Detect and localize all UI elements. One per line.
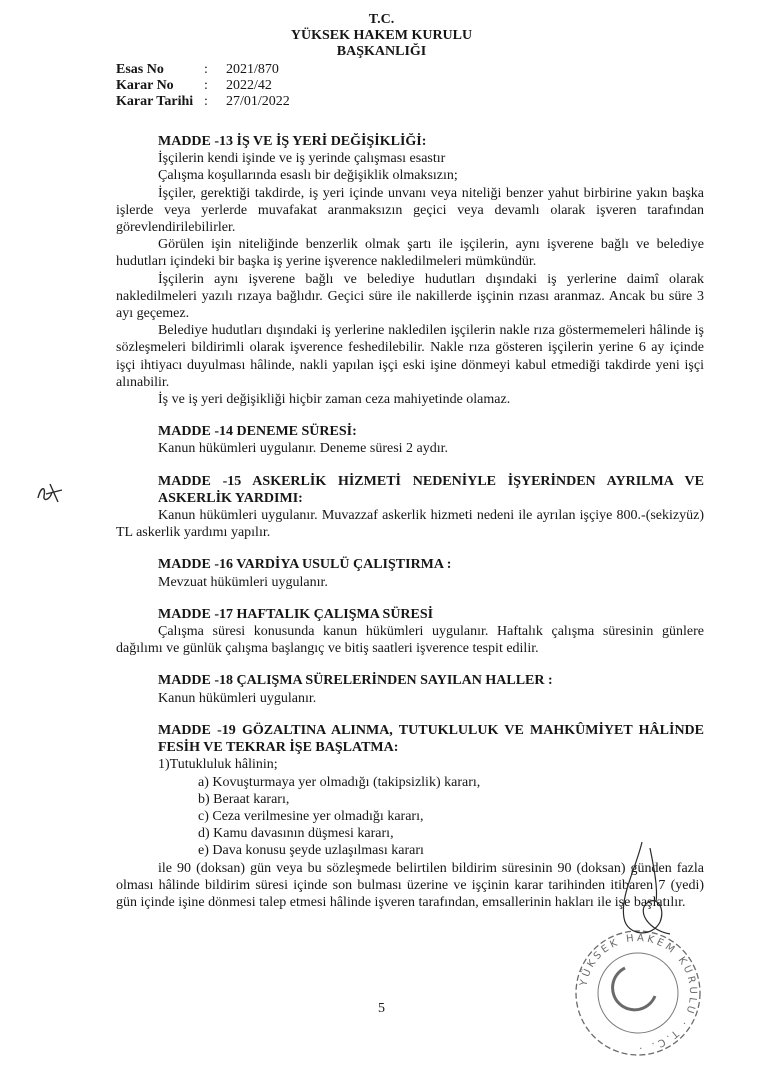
- madde16-title: MADDE -16 VARDİYA USULÜ ÇALIŞTIRMA :: [158, 557, 452, 573]
- madde19-title: MADDE -19 GÖZALTINA ALINMA, TUTUKLULUK VE MAHKÛMİYET HÂLİNDE FESİH VE TEKRAR İŞE BAŞLATMA:: [158, 722, 704, 756]
- tarih-label: Karar Tarihi: [116, 94, 194, 109]
- madde15-p1: Kanun hükümleri uygulanır. Muvazzaf askerlik hizmeti nedeni ile ayrılan işçiye 800.-(sekizyüz) TL askerlik yardımı yapılır.: [116, 508, 704, 541]
- list-item: c) Ceza verilmesine yer olmadığı kararı,: [198, 808, 424, 824]
- madde16-p1: Mevzuat hükümleri uygulanır.: [158, 574, 328, 590]
- esas-label: Esas No: [116, 62, 164, 77]
- madde13-p3: İşçiler, gerektiği takdirde, iş yeri içinde unvanı veya niteliği benzer yahut birbirine yakın başka işlerde veya yerlerde muvafakat aranmaksızın geçici veya devamlı olarak işveren tarafından görevlendirilebilirler.: [116, 185, 704, 236]
- karar-colon: :: [204, 78, 208, 93]
- page-number: 5: [378, 1001, 385, 1016]
- madde17-title: MADDE -17 HAFTALIK ÇALIŞMA SÜRESİ: [158, 606, 434, 622]
- karar-value: 2022/42: [226, 78, 272, 93]
- tarih-colon: :: [204, 94, 208, 109]
- madde19-intro: 1)Tutukluluk hâlinin;: [158, 757, 278, 773]
- esas-value: 2021/870: [226, 62, 279, 77]
- svg-text:YÜKSEK HAKEM KURULU · T.C. ·: YÜKSEK HAKEM KURULU · T.C. ·: [578, 932, 699, 1054]
- tarih-value: 27/01/2022: [226, 94, 290, 109]
- case-meta: [116, 62, 290, 110]
- esas-colon: :: [204, 62, 208, 77]
- list-item: e) Dava konusu şeyde uzlaşılması kararı: [198, 843, 424, 859]
- list-item: a) Kovuşturmaya yer olmadığı (takipsizlik) kararı,: [198, 774, 481, 790]
- header-institution: YÜKSEK HAKEM KURULU: [290, 28, 473, 43]
- header-tc: T.C.: [368, 12, 395, 27]
- karar-row: [116, 78, 290, 94]
- list-item: d) Kamu davasının düşmesi kararı,: [198, 826, 394, 842]
- document-body: [116, 133, 704, 911]
- madde13-p4: Görülen işin niteliğinde benzerlik olmak şartı ile işçilerin, aynı işverene bağlı ve belediye hudutları içindeki bir başka iş yerine işverence nakledilmeleri mümkündür.: [116, 237, 704, 270]
- madde18-title: MADDE -18 ÇALIŞMA SÜRELERİNDEN SAYILAN HALLER :: [158, 673, 553, 689]
- list-item: b) Beraat kararı,: [198, 791, 290, 807]
- madde13-p7: İş ve iş yeri değişikliği hiçbir zaman ceza mahiyetinde olamaz.: [158, 392, 511, 408]
- madde19-p1: ile 90 (doksan) gün veya bu sözleşmede belirtilen bildirim süresinin 90 (doksan) günden fazla olması hâlinde bildirim süresi içinde son bulması üzerine ve işçinin karar tarihinden itibaren 7 (yedi) gün içinde işine dönmesi talep etmesi hâlinde işveren tarafından, emsallerinin hakları ile işe başlatılır.: [116, 860, 704, 910]
- esas-row: [116, 62, 290, 78]
- header-office: BAŞKANLIĞI: [336, 44, 427, 59]
- madde15-title: MADDE -15 ASKERLİK HİZMETİ NEDENİYLE İŞYERİNDEN AYRILMA VE ASKERLİK YARDIMI:: [158, 473, 704, 506]
- madde13-p1: İşçilerin kendi işinde ve iş yerinde çalışması esastır: [158, 151, 446, 167]
- handwritten-signature: [590, 838, 700, 948]
- madde14-p1: Kanun hükümleri uygulanır. Deneme süresi 2 aydır.: [158, 441, 449, 457]
- tarih-row: [116, 94, 290, 110]
- madde13-p2: Çalışma koşullarında esaslı bir değişiklik olmaksızın;: [158, 168, 458, 184]
- karar-label: Karar No: [116, 78, 174, 93]
- madde13-p5: İşçilerin aynı işverene bağlı ve belediye hudutları dışındaki iş yerlerine daimî olarak nakledilmeleri yazılı rızaya bağlıdır. Geçici süre ile nakillerde işçinin rızası aranmaz. Ancak bu süre 3 ayı geçemez.: [116, 271, 704, 322]
- madde13-p6: Belediye hudutları dışındaki iş yerlerine nakledilen işçilerin nakle rıza göstermemeleri hâlinde iş sözleşmeleri bildirimli olarak işverence feshedilebilir. Nakle rıza gösteren işçilerin yerine 6 ay içinde işçi ihtiyacı duyulması hâlinde, nakli yapılan işçi eski işine dönmeyi kabul etmediği takdirde yeni işçi alınabilir.: [116, 323, 704, 390]
- margin-initial-mark: [32, 478, 66, 508]
- madde18-p1: Kanun hükümleri uygulanır.: [158, 690, 317, 706]
- madde17-p1: Çalışma süresi konusunda kanun hükümleri uygulanır. Haftalık çalışma süresinin günlere dağılımı ve günlük çalışma başlangıç ve bitiş saatleri işverence tespit edilir.: [116, 624, 704, 657]
- madde13-title: MADDE -13 İŞ VE İŞ YERİ DEĞİŞİKLİĞİ:: [158, 134, 427, 149]
- madde14-title: MADDE -14 DENEME SÜRESİ:: [158, 424, 357, 440]
